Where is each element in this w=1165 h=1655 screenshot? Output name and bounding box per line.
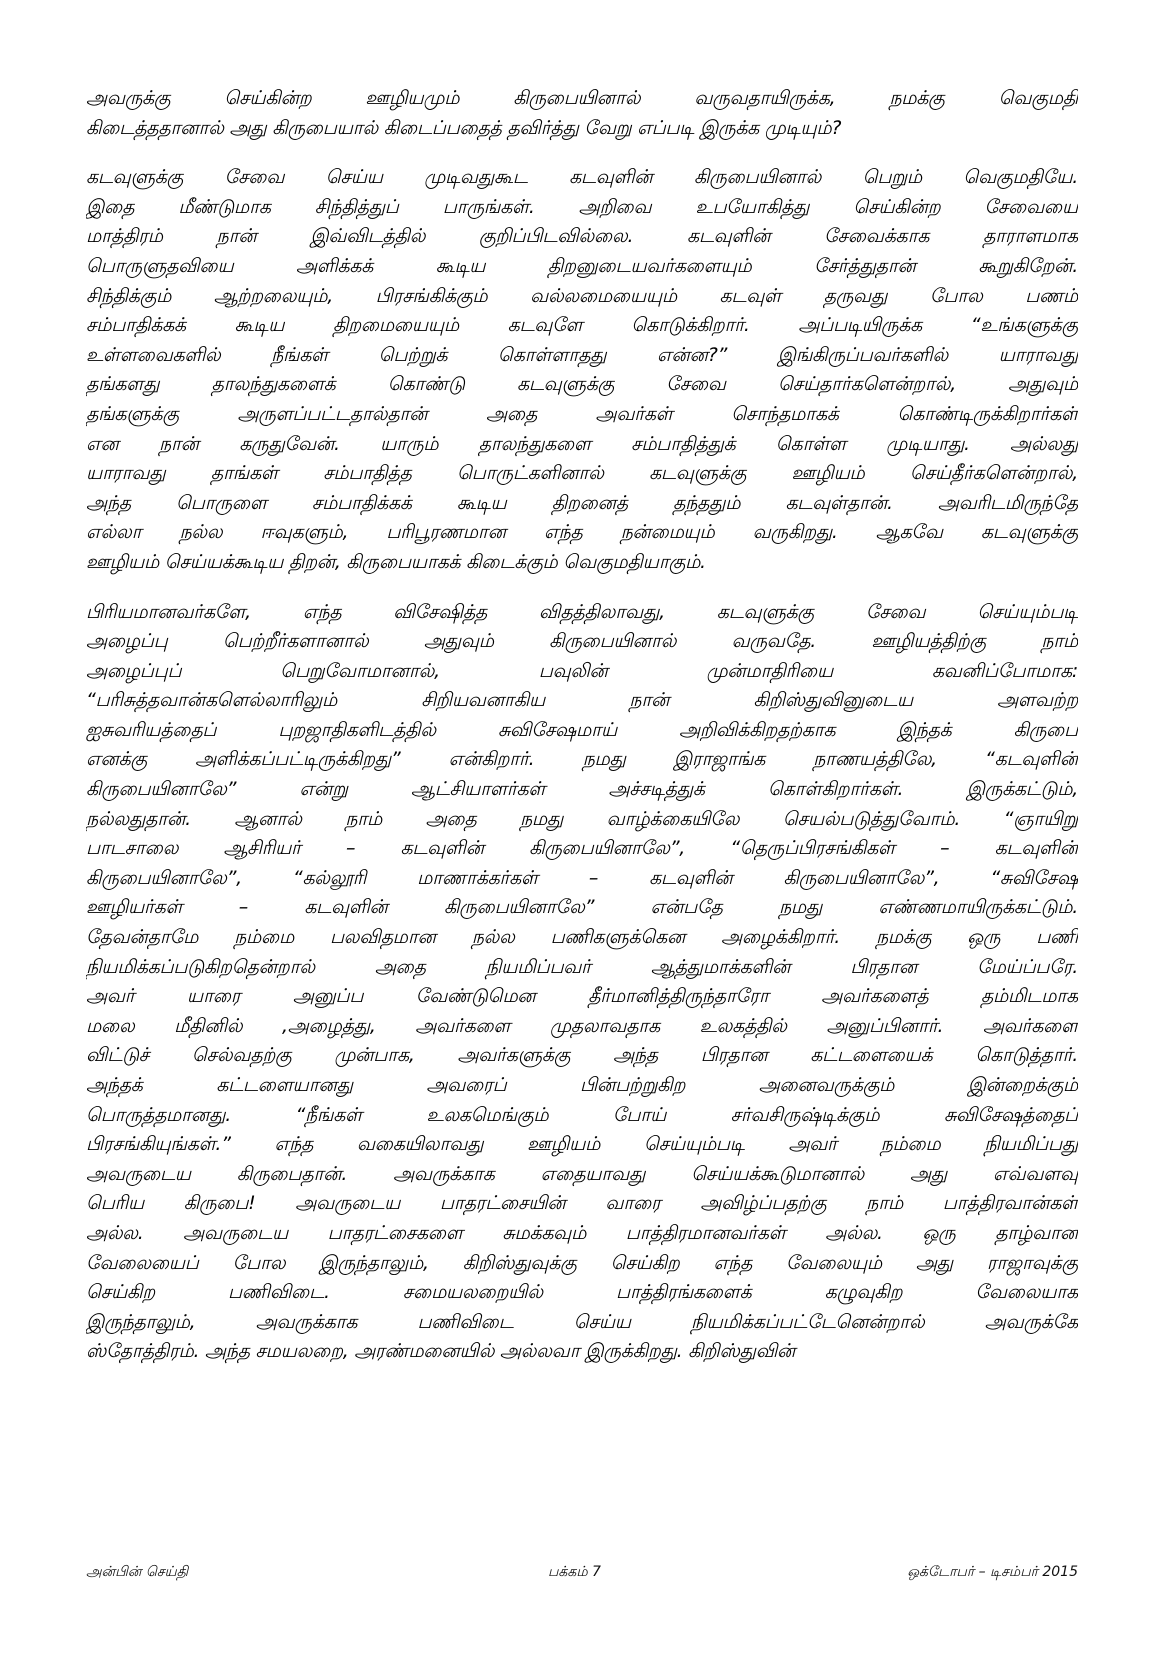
text-line: அந்தக் கட்டளையானது அவரைப் பின்பற்றுகிற அனைவருக்கும் இன்றைக்கும் [86, 1074, 1078, 1096]
text-line: அழைப்பு பெற்றீர்களானால் அதுவும் கிருபையினால் வருவதே. ஊழியத்திற்கு நாம் [86, 630, 1078, 653]
text-line: பாடசாலை ஆசிரியர் – கடவுளின் கிருபையினாலே”, “தெருப்பிரசங்கிகள் – கடவுளின் [86, 837, 1078, 860]
text-line: மாத்திரம் நான் இவ்விடத்தில் குறிப்பிடவில்லை. கடவுளின் சேவைக்காக தாராளமாக [86, 225, 1078, 248]
text-line: கிருபையினாலே” என்று ஆட்சியாளர்கள் அச்சடித்துக் கொள்கிறார்கள். இருக்கட்டும், [86, 778, 1078, 801]
text-line: சம்பாதிக்கக் கூடிய திறமையையும் கடவுளே கொடுக்கிறார். அப்படியிருக்க “உங்களுக்கு [86, 314, 1078, 337]
text-line: செய்கிற பணிவிடை. சமையலறையில் பாத்திரங்களைக் கழுவுகிற வேலையாக [86, 1281, 1078, 1304]
page-footer [86, 1564, 1078, 1586]
text-line: மலை மீதினில் ,அழைத்து, அவர்களை முதலாவதாக உலகத்தில் அனுப்பினார். அவர்களை [86, 1014, 1078, 1037]
text-line: பெரிய கிருபை! அவருடைய பாதரட்சையின் வாரை அவிழ்ப்பதற்கு நாம் பாத்திரவான்கள் [86, 1192, 1078, 1215]
text-line: வேலையைப் போல இருந்தாலும், கிறிஸ்துவுக்கு செய்கிற எந்த வேலையும் அது ராஜாவுக்கு [86, 1251, 1078, 1274]
text-line: பொருத்தமானது. “நீங்கள் உலகமெங்கும் போய் சர்வசிருஷ்டிக்கும் சுவிசேஷத்தைப் [86, 1103, 1078, 1126]
text-line: அவருடைய கிருபைதான். அவருக்காக எதையாவது செய்யக்கூடுமானால் அது எவ்வளவு [86, 1162, 1078, 1185]
text-line: தங்களது தாலந்துகளைக் கொண்டு கடவுளுக்கு சேவை செய்தார்களென்றால், அதுவும் [86, 373, 1078, 396]
text-line: ஐசுவரியத்தைப் புறஜாதிகளிடத்தில் சுவிசேஷமாய் அறிவிக்கிறதற்காக இந்தக் கிருபை [86, 718, 1078, 741]
text-line: ஊழியம் செய்யக்கூடிய திறன், கிருபையாகக் கிடைக்கும் வெகுமதியாகும். [86, 550, 706, 573]
text-line: இருந்தாலும், அவருக்காக பணிவிடை செய்ய நியமிக்கப்பட்டேனென்றால் அவருக்கே [86, 1310, 1078, 1333]
text-line: கடவுளுக்கு சேவை செய்ய முடிவதுகூட கடவுளின் கிருபையினால் பெறும் வெகுமதியே. [86, 166, 1078, 189]
text-line: கிருபையினாலே”, “கல்லூரி மாணாக்கர்கள் – கடவுளின் கிருபையினாலே”, “சுவிசேஷ [86, 866, 1078, 889]
text-line: தங்களுக்கு அருளப்பட்டதால்தான் அதை அவர்கள் சொந்தமாகக் கொண்டிருக்கிறார்கள் [86, 402, 1078, 425]
text-line: பிரியமானவர்களே, எந்த விசேஷித்த விதத்திலாவது, கடவுளுக்கு சேவை செய்யும்படி [86, 600, 1078, 623]
text-line: என நான் கருதுவேன். யாரும் தாலந்துகளை சம்பாதித்துக் கொள்ள முடியாது. அல்லது [86, 432, 1078, 455]
text-line: உள்ளவைகளில் நீங்கள் பெற்றுக் கொள்ளாதது என்ன?” இங்கிருப்பவர்களில் யாராவது [86, 343, 1078, 366]
paragraph-3 [86, 598, 1078, 1367]
text-line: அவர் யாரை அனுப்ப வேண்டுமென தீர்மானித்திருந்தாரோ அவர்களைத் தம்மிடமாக [86, 985, 1078, 1008]
paragraph-2 [86, 163, 1078, 577]
text-line: விட்டுச் செல்வதற்கு முன்பாக, அவர்களுக்கு அந்த பிரதான கட்டளையைக் கொடுத்தார். [86, 1044, 1078, 1067]
page-number: பக்கம் 7 [548, 1564, 601, 1580]
text-line: அழைப்புப் பெறுவோமானால், பவுலின் முன்மாதிரியை கவனிப்போமாக: [86, 659, 1078, 682]
text-line: ஸ்தோத்திரம். அந்த சமயலறை, அரண்மனையில் அல்லவா இருக்கிறது. கிறிஸ்துவின் [86, 1340, 796, 1363]
text-line: பொருளுதவியை அளிக்கக் கூடிய திறனுடையவர்களையும் சேர்த்துதான் கூறுகிறேன். [86, 254, 1078, 277]
text-line: “பரிசுத்தவான்களெல்லாரிலும் சிறியவனாகிய நான் கிறிஸ்துவினுடைய அளவற்ற [86, 689, 1078, 712]
text-line: சிந்திக்கும் ஆற்றலையும், பிரசங்கிக்கும் வல்லமையையும் கடவுள் தருவது போல பணம் [86, 284, 1078, 307]
text-line: அந்த பொருளை சம்பாதிக்கக் கூடிய திறனைத் தந்ததும் கடவுள்தான். அவரிடமிருந்தே [86, 491, 1078, 514]
text-line: யாராவது தாங்கள் சம்பாதித்த பொருட்களினால் கடவுளுக்கு ஊழியம் செய்தீர்களென்றால், [86, 462, 1078, 485]
text-line: நல்லதுதான். ஆனால் நாம் அதை நமது வாழ்க்கையிலே செயல்படுத்துவோம். “ஞாயிறு [86, 807, 1078, 830]
text-line: எனக்கு அளிக்கப்பட்டிருக்கிறது” என்கிறார். நமது இராஜாங்க நாணயத்திலே, “கடவுளின் [86, 748, 1078, 771]
publication-name: அன்பின் செய்தி [86, 1564, 189, 1580]
text-line: நியமிக்கப்படுகிறதென்றால் அதை நியமிப்பவர் ஆத்துமாக்களின் பிரதான மேய்ப்பரே. [86, 955, 1078, 978]
paragraph-1 [86, 84, 1078, 143]
text-line: ஊழியர்கள் – கடவுளின் கிருபையினாலே” என்பதே நமது எண்ணமாயிருக்கட்டும். [86, 896, 1078, 919]
text-line: எல்லா நல்ல ஈவுகளும், பரிபூரணமான எந்த நன்மையும் வருகிறது. ஆகவே கடவுளுக்கு [86, 521, 1078, 544]
text-line: அல்ல. அவருடைய பாதரட்சைகளை சுமக்கவும் பாத்திரமானவர்கள் அல்ல. ஒரு தாழ்வான [86, 1221, 1078, 1244]
text-line: தேவன்தாமே நம்மை பலவிதமான நல்ல பணிகளுக்கென அழைக்கிறார். நமக்கு ஒரு பணி [86, 926, 1078, 949]
page-body [86, 84, 1078, 1387]
text-line: இதை மீண்டுமாக சிந்தித்துப் பாருங்கள். அறிவை உபயோகித்து செய்கின்ற சேவையை [86, 195, 1078, 218]
text-line: அவருக்கு செய்கின்ற ஊழியமும் கிருபையினால் வருவதாயிருக்க, நமக்கு வெகுமதி [86, 87, 1078, 109]
issue-date: ஒக்டோபர் – டிசம்பர் 2015 [907, 1564, 1078, 1580]
text-line: பிரசங்கியுங்கள்.” எந்த வகையிலாவது ஊழியம் செய்யும்படி அவர் நம்மை நியமிப்பது [86, 1133, 1078, 1156]
text-line: கிடைத்ததானால் அது கிருபையால் கிடைப்பதைத் தவிர்த்து வேறு எப்படி இருக்க முடியும்? [86, 116, 842, 139]
